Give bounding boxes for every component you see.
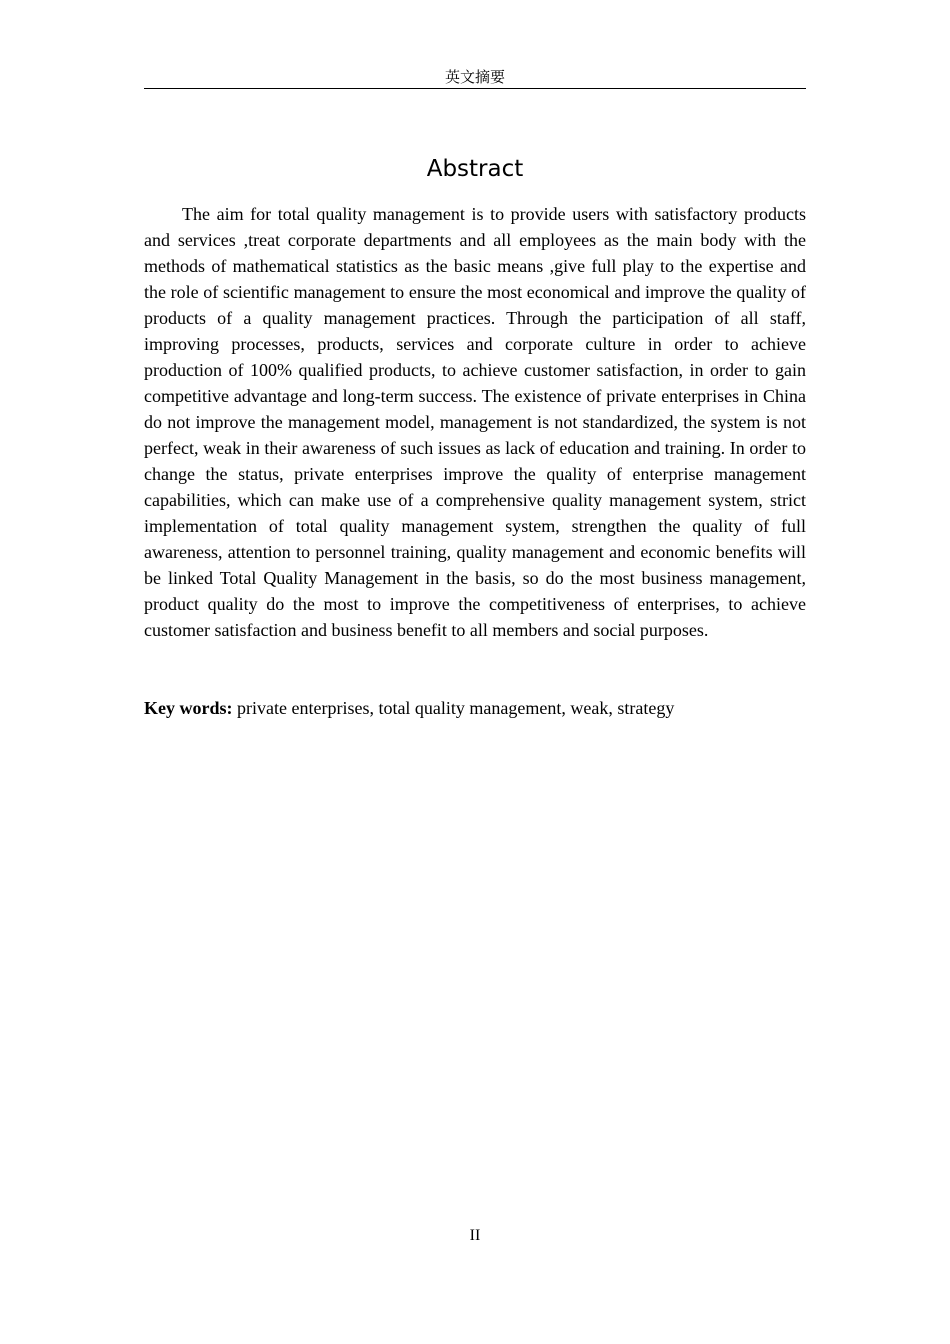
keywords-value: private enterprises, total quality management, weak, strategy bbox=[232, 698, 675, 718]
keywords-label: Key words: bbox=[144, 698, 233, 718]
page-header bbox=[144, 66, 806, 89]
abstract-body: The aim for total quality management is to provide users with satisfactory products and services ,treat corporate departments and all employees as the main body with the methods of mathematical statistics as the basic means ,give full play to the expertise and the role of scientific management to ensure the most economical and improve the quality of products of a quality management practices. Through the participation of all staff, improving processes, products, services and corporate culture in order to achieve production of 100% qualified products, to achieve customer satisfaction, in order to gain competitive advantage and long-term success. The existence of private enterprises in China do not improve the management model, management is not standardized, the system is not perfect, weak in their awareness of such issues as lack of education and training. In order to change the status, private enterprises improve the quality of enterprise management capabilities, which can make use of a comprehensive quality management system, strict implementation of total quality management system, strengthen the quality of full awareness, attention to personnel training, quality management and economic benefits will be linked Total Quality Management in the basis, so do the most business management, product quality do the most to improve the competitiveness of enterprises, to achieve customer satisfaction and business benefit to all members and social purposes. bbox=[144, 204, 806, 640]
page-number: II bbox=[469, 1227, 481, 1244]
keywords-line bbox=[144, 695, 806, 721]
abstract-title: Abstract bbox=[426, 156, 524, 182]
page-header-text: 英文摘要 bbox=[444, 68, 505, 86]
